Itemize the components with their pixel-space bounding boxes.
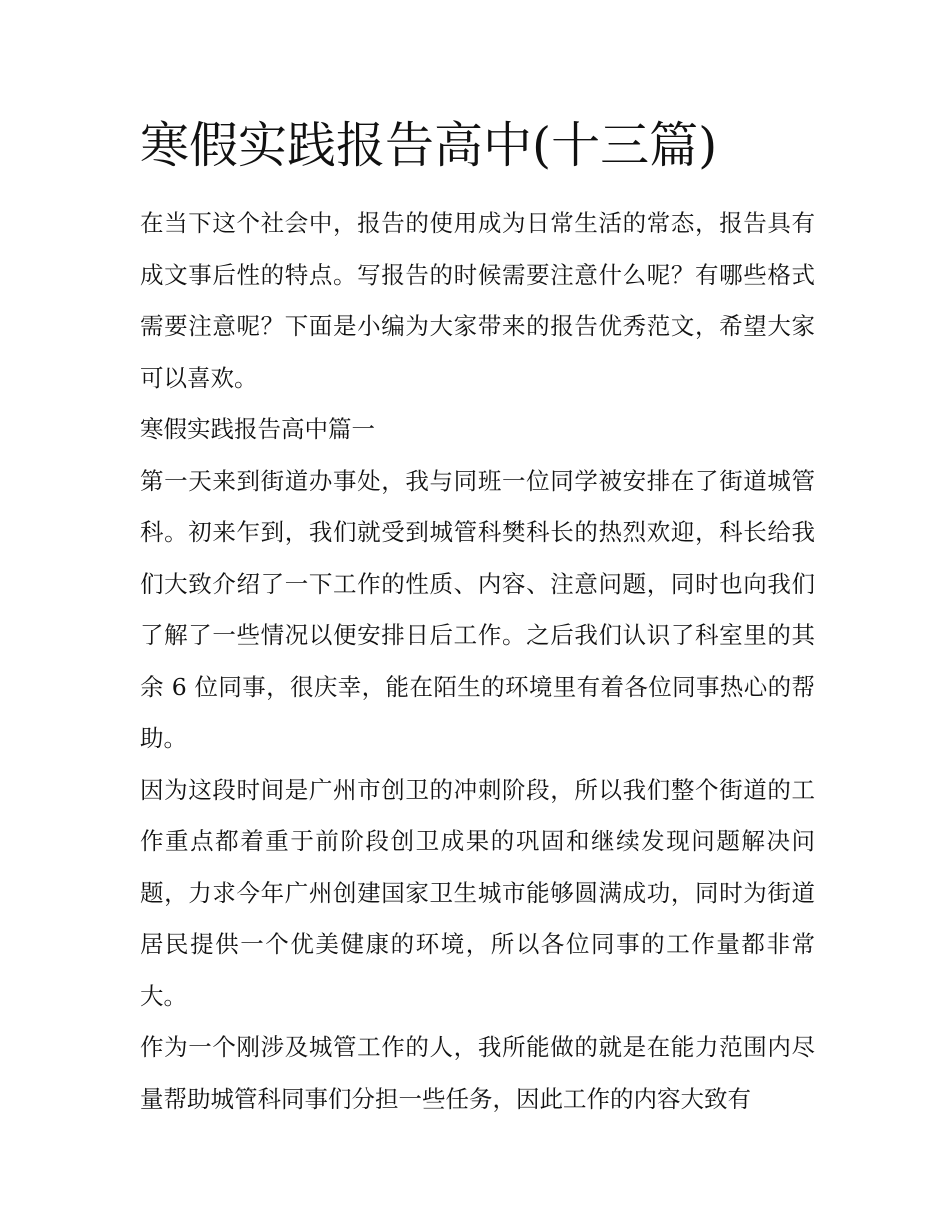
paragraph-intro: 在当下这个社会中，报告的使用成为日常生活的常态，报告具有成文事后性的特点。写报告的时候需要注意什么呢？有哪些格式需要注意呢？下面是小编为大家带来的报告优秀范文，希望大家可以喜欢。 <box>140 209 815 392</box>
paragraph-work-focus: 因为这段时间是广州市创卫的冲刺阶段，所以我们整个街道的工作重点都着重于前阶段创卫成果的巩固和继续发现问题解决问题，力求今年广州创建国家卫生城市能够圆满成功，同时为街道居民提供一个优美健康的环境，所以各位同事的工作量都非常大。 <box>140 775 815 1010</box>
document-page <box>140 112 815 1125</box>
section-heading: 寒假实践报告高中篇一 <box>140 415 375 443</box>
document-title: 寒假实践报告高中(十三篇) <box>140 117 718 174</box>
paragraph-first-day: 第一天来到街道办事处，我与同班一位同学被安排在了街道城管科。初来乍到，我们就受到城管科樊科长的热烈欢迎，科长给我们大致介绍了一下工作的性质、内容、注意问题，同时也向我们了解了一些情况以便安排日后工作。之后我们认识了科室里的其余 6 位同事，很庆幸，能在陌生的环境里有着各位同事热心的帮助。 <box>140 466 815 752</box>
paragraph-tasks: 作为一个刚涉及城管工作的人，我所能做的就是在能力范围内尽量帮助城管科同事们分担一些任务，因此工作的内容大致有 <box>140 1033 815 1113</box>
